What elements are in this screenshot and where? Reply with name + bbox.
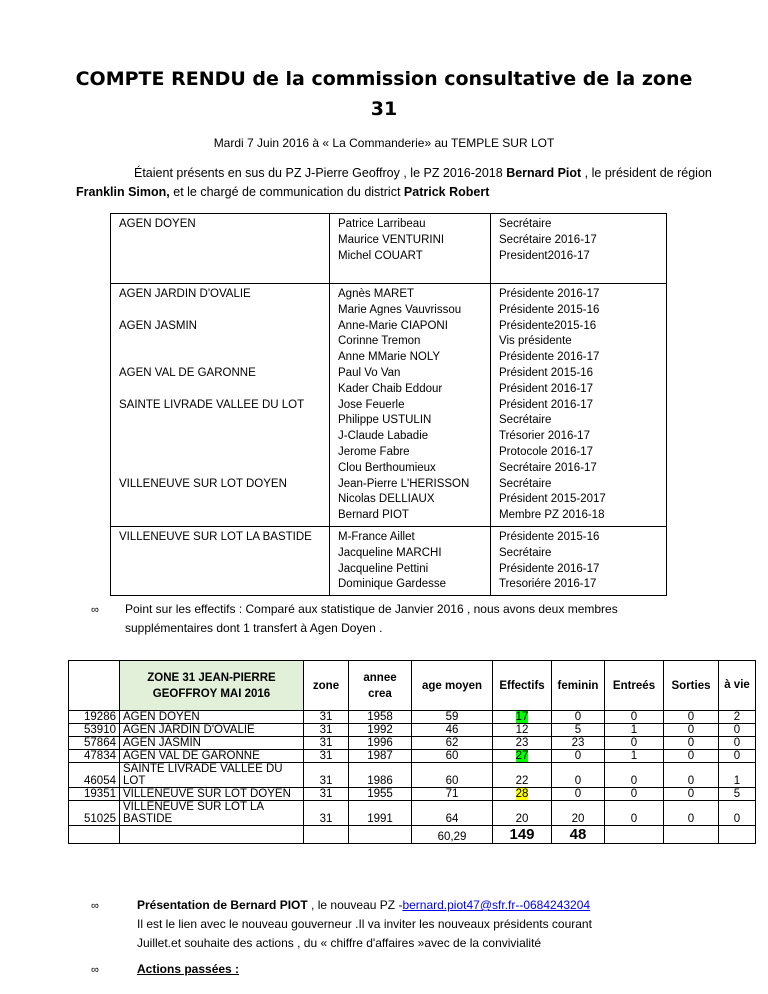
stats-cell-effectifs: 23	[493, 737, 552, 750]
stats-header-feminin: feminin	[552, 661, 605, 711]
stats-cell-effectifs: 22	[493, 763, 552, 788]
stats-cell-entrees: 0	[605, 801, 664, 826]
cell-line: Présidente 2016-17	[499, 351, 600, 364]
total-empty	[69, 826, 120, 844]
stats-cell-club: AGEN JARDIN D'OVALIE	[120, 724, 304, 737]
cell-line: Présidente 2015-16	[499, 530, 600, 543]
stats-cell-effectifs	[493, 788, 552, 801]
stats-cell-id: 51025	[69, 801, 120, 826]
stats-cell-age: 71	[412, 788, 493, 801]
club-cell	[111, 526, 330, 595]
cell-line: Marie Agnes Vauvrissou	[338, 303, 462, 316]
cell-line: Jerome Fabre	[338, 445, 410, 458]
club-name: AGEN DOYEN	[119, 218, 196, 230]
stats-cell-effectifs: 12	[493, 724, 552, 737]
stats-cell-entrees: 0	[605, 788, 664, 801]
highlighted-value: 17	[515, 711, 529, 723]
stats-cell-club: AGEN DOYEN	[120, 711, 304, 724]
total-effectifs: 149	[493, 826, 552, 844]
club-cell	[111, 214, 330, 284]
cell-line: Maurice VENTURINI	[338, 233, 445, 246]
club-name: SAINTE LIVRADE VALLEE DU LOT	[119, 398, 305, 411]
stats-cell-feminin: 0	[552, 750, 605, 763]
stats-cell-feminin: 0	[552, 763, 605, 788]
stats-cell-id: 57864	[69, 737, 120, 750]
cell-line: Jacqueline MARCHI	[338, 546, 442, 559]
stats-cell-feminin: 20	[552, 801, 605, 826]
stats-cell-annee: 1955	[349, 788, 412, 801]
cell-line: Secrétaire 2016-17	[499, 233, 597, 246]
intro-text-3: et le chargé de communication du district	[169, 185, 404, 199]
stats-cell-id: 46054	[69, 763, 120, 788]
cell-line: Secrétaire	[499, 218, 552, 230]
stats-cell-vie: 0	[719, 737, 756, 750]
stats-cell-zone: 31	[304, 711, 349, 724]
cell-line: Jean-Pierre L'HERISSON	[338, 477, 470, 490]
cell-line: Bernard PIOT	[338, 509, 409, 522]
stats-cell-effectifs: 20	[493, 801, 552, 826]
cell-line: Président 2015-16	[499, 366, 593, 379]
cell-line: Président 2015-2017	[499, 493, 606, 506]
stats-cell-zone: 31	[304, 750, 349, 763]
stats-row	[69, 788, 756, 801]
cell-line: Michel COUART	[338, 249, 423, 262]
stats-row	[69, 801, 756, 826]
meeting-date: Mardi 7 Juin 2016 à « La Commanderie» au TEMPLE SUR LOT	[213, 136, 555, 150]
stats-cell-age: 64	[412, 801, 493, 826]
names-cell	[330, 284, 491, 527]
bullet-icon: ∞	[91, 964, 99, 976]
cell-line: Anne-Marie CIAPONI	[338, 319, 448, 332]
stats-cell-sorties: 0	[664, 724, 719, 737]
effectifs-note: Point sur les effectifs : Comparé aux statistique de Janvier 2016 , nous avons deux membres supplémentaires dont 1 transfert à Agen Doyen .	[125, 602, 618, 635]
stats-header-vie: à vie	[719, 661, 756, 711]
stats-cell-age: 60	[412, 763, 493, 788]
stats-header-annee: annee crea	[349, 661, 412, 711]
cell-line: Vis présidente	[499, 335, 572, 348]
members-row-3	[111, 526, 667, 595]
cell-line: Présidente 2015-16	[499, 303, 600, 316]
stats-cell-annee: 1986	[349, 763, 412, 788]
bullet-icon: ∞	[91, 900, 99, 912]
stats-cell-id: 53910	[69, 724, 120, 737]
stats-cell-id: 19351	[69, 788, 120, 801]
stats-cell-entrees: 0	[605, 737, 664, 750]
cell-line: Philippe USTULIN	[338, 414, 432, 427]
cell-line: Patrice Larribeau	[338, 218, 426, 230]
highlighted-value: 27	[515, 750, 529, 762]
stats-cell-vie: 1	[719, 763, 756, 788]
intro-text-1: Étaient présents en sus du PZ J-Pierre Geoffroy , le PZ 2016-2018	[134, 166, 507, 180]
cell-line: Secrétaire	[499, 414, 552, 427]
stats-cell-annee: 1958	[349, 711, 412, 724]
piot-presentation	[137, 896, 737, 953]
cell-line: Présidente2015-16	[499, 319, 597, 332]
bullet-icon: ∞	[91, 604, 99, 616]
stats-cell-age: 46	[412, 724, 493, 737]
cell-line: Clou Berthoumieux	[338, 461, 436, 474]
stats-cell-effectifs	[493, 711, 552, 724]
stats-cell-zone: 31	[304, 763, 349, 788]
stats-row	[69, 737, 756, 750]
stats-cell-sorties: 0	[664, 801, 719, 826]
cell-line: Membre PZ 2016-18	[499, 509, 605, 522]
cell-line: Tresoriére 2016-17	[499, 578, 597, 591]
total-empty	[304, 826, 349, 844]
stats-cell-vie: 5	[719, 788, 756, 801]
piot-line-3: Juillet.et souhaite des actions , du « chiffre d'affaires »avec de la convivialité	[137, 936, 542, 950]
cell-line: M-France Aillet	[338, 530, 415, 543]
stats-cell-sorties: 0	[664, 711, 719, 724]
total-feminin: 48	[552, 826, 605, 844]
names-cell	[330, 214, 491, 284]
piot-text: , le nouveau PZ -	[307, 898, 403, 912]
stats-cell-zone: 31	[304, 788, 349, 801]
stats-header-id	[69, 661, 120, 711]
stats-cell-sorties: 0	[664, 788, 719, 801]
stats-cell-club: AGEN VAL DE GARONNE	[120, 750, 304, 763]
stats-header-age: age moyen	[412, 661, 493, 711]
stats-cell-club: VILLENEUVE SUR LOT LA BASTIDE	[120, 801, 304, 826]
total-empty	[349, 826, 412, 844]
stats-cell-vie: 0	[719, 724, 756, 737]
stats-cell-club: VILLENEUVE SUR LOT DOYEN	[120, 788, 304, 801]
total-age: 60,29	[412, 826, 493, 844]
actions-heading: Actions passées :	[137, 962, 240, 976]
document-title: COMPTE RENDU de la commission consultative de la zone 31	[75, 68, 693, 120]
cell-line: Paul Vo Van	[338, 366, 401, 379]
stats-row	[69, 724, 756, 737]
roles-cell	[491, 526, 667, 595]
stats-cell-id: 47834	[69, 750, 120, 763]
highlighted-value: 28	[515, 788, 529, 800]
stats-cell-annee: 1991	[349, 801, 412, 826]
stats-cell-zone: 31	[304, 737, 349, 750]
cell-line: Nicolas DELLIAUX	[338, 493, 435, 506]
cell-line: Corinne Tremon	[338, 335, 421, 348]
stats-cell-club: SAINTE LIVRADE VALLEE DU LOT	[120, 763, 304, 788]
stats-cell-vie: 0	[719, 750, 756, 763]
club-name: AGEN JASMIN	[119, 319, 197, 332]
stats-cell-sorties: 0	[664, 737, 719, 750]
total-empty	[605, 826, 664, 844]
club-name: VILLENEUVE SUR LOT LA BASTIDE	[119, 530, 312, 543]
stats-cell-age: 59	[412, 711, 493, 724]
piot-line-2: Il est le lien avec le nouveau gouverneur .Il va inviter les nouveaux présidents courant	[137, 917, 592, 931]
stats-header-effectifs: Effectifs	[493, 661, 552, 711]
stats-header-club: ZONE 31 JEAN-PIERRE GEOFFROY MAI 2016	[120, 661, 304, 711]
cell-line: Président 2016-17	[499, 382, 593, 395]
stats-cell-sorties: 0	[664, 763, 719, 788]
intro-name-simon: Franklin Simon,	[76, 185, 170, 199]
intro-name-robert: Patrick Robert	[403, 185, 490, 199]
cell-line: Secrétaire	[499, 546, 552, 559]
cell-line: Dominique Gardesse	[338, 578, 447, 591]
stats-cell-effectifs	[493, 750, 552, 763]
stats-cell-age: 60	[412, 750, 493, 763]
cell-line: Protocole 2016-17	[499, 445, 593, 458]
club-name: AGEN JARDIN D'OVALIE	[119, 288, 251, 300]
stats-cell-entrees: 1	[605, 724, 664, 737]
stats-row	[69, 763, 756, 788]
stats-cell-entrees: 0	[605, 763, 664, 788]
stats-table	[68, 660, 756, 844]
stats-cell-feminin: 5	[552, 724, 605, 737]
stats-cell-zone: 31	[304, 724, 349, 737]
cell-line: Anne MMarie NOLY	[338, 351, 441, 364]
stats-cell-feminin: 0	[552, 788, 605, 801]
club-name: VILLENEUVE SUR LOT DOYEN	[119, 477, 287, 490]
stats-cell-vie: 0	[719, 801, 756, 826]
roles-cell	[491, 284, 667, 527]
cell-line: Présidente 2016-17	[499, 562, 600, 575]
stats-header-entrees: Entreés	[605, 661, 664, 711]
stats-cell-club: AGEN JASMIN	[120, 737, 304, 750]
piot-heading: Présentation de Bernard PIOT	[137, 898, 308, 912]
total-empty	[719, 826, 756, 844]
names-cell	[330, 526, 491, 595]
cell-line: Trésorier 2016-17	[499, 430, 590, 443]
stats-cell-age: 62	[412, 737, 493, 750]
members-table	[110, 213, 667, 596]
members-row-2	[111, 284, 667, 527]
cell-line: Présidente 2016-17	[499, 288, 600, 300]
cell-line: Jacqueline Pettini	[338, 562, 429, 575]
cell-line: J-Claude Labadie	[338, 430, 429, 443]
cell-line: Kader Chaib Eddour	[338, 382, 443, 395]
stats-cell-zone: 31	[304, 801, 349, 826]
stats-cell-annee: 1996	[349, 737, 412, 750]
stats-cell-sorties: 0	[664, 750, 719, 763]
members-row-1	[111, 214, 667, 284]
intro-text-2: , le président de région	[581, 166, 712, 180]
stats-cell-entrees: 0	[605, 711, 664, 724]
stats-header-row	[69, 661, 756, 711]
cell-line: Secrétaire 2016-17	[499, 461, 597, 474]
stats-row	[69, 711, 756, 724]
stats-row	[69, 750, 756, 763]
cell-line: Secrétaire	[499, 477, 552, 490]
stats-total-row	[69, 826, 756, 844]
stats-cell-annee: 1987	[349, 750, 412, 763]
total-empty	[664, 826, 719, 844]
stats-header-zone: zone	[304, 661, 349, 711]
stats-cell-id: 19286	[69, 711, 120, 724]
roles-cell	[491, 214, 667, 284]
stats-cell-annee: 1992	[349, 724, 412, 737]
stats-cell-entrees: 1	[605, 750, 664, 763]
intro-name-piot: Bernard Piot	[506, 166, 582, 180]
attendees-intro	[76, 164, 736, 202]
total-empty	[120, 826, 304, 844]
cell-line: Jose Feuerle	[338, 398, 405, 411]
cell-line: Agnès MARET	[338, 288, 415, 300]
stats-cell-vie: 2	[719, 711, 756, 724]
club-name: AGEN VAL DE GARONNE	[119, 366, 256, 379]
stats-cell-feminin: 23	[552, 737, 605, 750]
stats-cell-feminin: 0	[552, 711, 605, 724]
cell-line: President2016-17	[499, 249, 590, 262]
club-cell	[111, 284, 330, 527]
cell-line: Président 2016-17	[499, 398, 593, 411]
stats-body	[69, 711, 756, 826]
piot-email-link[interactable]: bernard.piot47@sfr.fr--0684243204	[402, 898, 591, 912]
stats-header-sorties: Sorties	[664, 661, 719, 711]
